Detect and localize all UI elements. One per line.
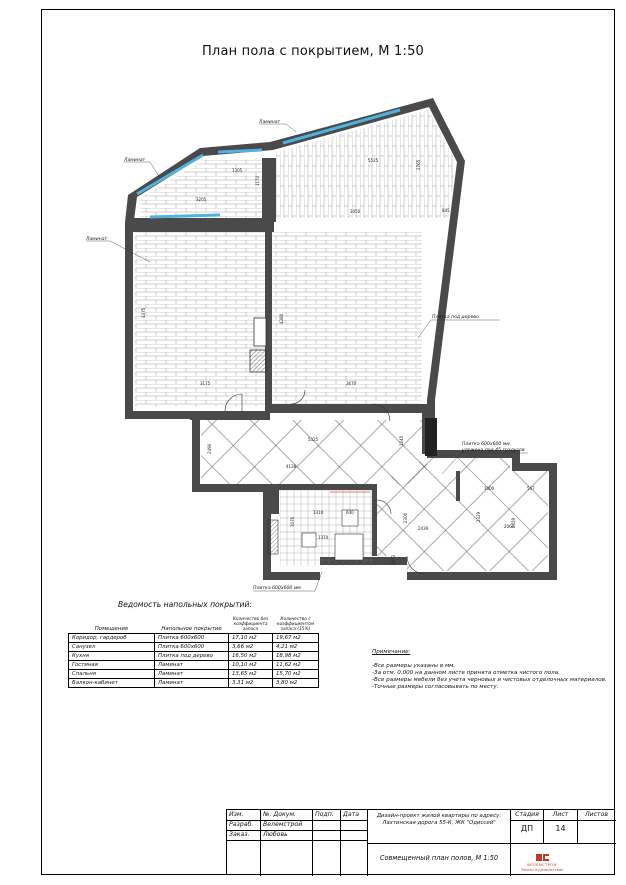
customer-label: Заказ. [229,831,250,838]
schedule-cell: Санузел [69,643,155,652]
schedule-cell: Плитка 600х600 [155,634,229,643]
dimension-label: 1305 [232,168,243,173]
label-tile-45-line1: Плитка 600х600 мм, [462,442,512,447]
schedule-cell: Плитка под дерево [155,652,229,661]
table-row [69,652,319,661]
schedule-cell: Кухня [69,652,155,661]
table-row [69,679,319,688]
dimension-label: 3205 [196,197,207,202]
laminate-zones [135,110,456,407]
dimension-label: 4380 [279,313,284,324]
dimension-label: 2659 [511,517,516,528]
notes-heading: Примечание: [372,649,411,655]
drawing-title: План пола с покрытием, М 1:50 [201,44,425,59]
label-tile-600: Плитка 600х600 мм [253,586,301,591]
label-laminate-3: Ламинат [259,120,281,125]
schedule-cell: Спальня [69,670,155,679]
schedule-cell: 13,65 м2 [229,670,273,679]
table-row [69,670,319,679]
schedule-cell: 18,98 м2 [273,652,319,661]
title-block-header-date: Дата [343,811,360,818]
dimension-label: 2329 [476,511,481,522]
dimension-label: 3050 [350,209,361,214]
schedule-cell: 4,21 м2 [273,643,319,652]
sheet-number: 14 [555,824,566,833]
dimension-label: 1310 [313,510,324,515]
dimension-label: 4138 [286,464,297,469]
sheet-title: Совмещенный план полов, М 1:50 [379,854,499,862]
schedule-cell: Гостиная [69,661,155,670]
sheet-header: Лист [552,811,569,818]
stage-header: Стадия [515,811,539,818]
dimension-label: 5325 [308,437,319,442]
sheets-header: Листов [584,811,609,818]
schedule-cell: 3,80 м2 [273,679,319,688]
schedule-cell: Плитка 600х600 [155,643,229,652]
dimension-label: 2061 [504,524,515,529]
dimension-label: 845 [442,208,450,213]
title-block-header-doc: №. Докум. [263,811,297,818]
schedule-cell: Балкон-кабинет [69,679,155,688]
schedule-cell: 19,67 м2 [273,634,319,643]
schedule-header: Количество без коэффициента запаса [229,616,273,634]
schedule-cell: Ламинат [155,661,229,670]
customer-value: Любовь [263,831,288,838]
dimension-label: 640 [346,510,354,515]
label-tile-wood: Плитка под дерево [432,315,479,320]
dimension-label: 5525 [368,158,379,163]
dimension-label: 4375 [141,307,146,318]
company-logo [512,852,572,874]
schedule-cell: 16,50 м2 [229,652,273,661]
dimension-label: 1245 [399,435,404,446]
schedule-cell: Ламинат [155,670,229,679]
dimension-label: 3175 [200,381,211,386]
schedule-cell: Коридор, гардероб [69,634,155,643]
dimension-label: 1370 [318,535,329,540]
schedule-header: Помещение [69,616,155,634]
dimension-label: 1000 [484,486,495,491]
dimension-label: 3670 [346,381,357,386]
schedule-cell: 3,66 м2 [229,643,273,652]
schedule-header: Напольное покрытие [155,616,229,634]
label-laminate-2: Ламинат [86,237,108,242]
schedule-header: Количество с коэффициентом запаса (15%) [273,616,319,634]
dimension-label: 1070 [290,516,295,527]
table-row [69,643,319,652]
schedule-header-row [69,616,319,634]
note-item: -Все размеры мебели без учета черновых и чистовых отделочных материалов. [372,677,607,683]
dimension-label: 2300 [403,512,408,523]
schedule-cell: 10,10 м2 [229,661,273,670]
note-item: -Точные размеры согласовывать по месту. [372,684,499,690]
floor-schedule-table [68,616,319,688]
project-name: Дизайн-проект жилой квартиры по адресу: Лахтинская дорога 55-К, ЖК "Одиссей" [376,813,502,826]
dimension-label: 2490 [207,443,212,454]
schedule-cell: Ламинат [155,679,229,688]
developer-value: Велемстрой [263,821,303,828]
dimension-label: 547 [527,486,535,491]
dimension-label: 2765 [416,159,421,170]
table-row [69,634,319,643]
dimension-label: 1073 [391,554,396,565]
schedule-cell: 3,31 м2 [229,679,273,688]
developer-label: Разраб. [229,821,254,828]
schedule-title: Ведомость напольных покрытий: [118,600,252,609]
label-laminate-1: Ламинат [124,158,146,163]
note-item: -За отм. 0.000 на данном листе принята отметка чистого пола. [372,670,560,676]
logo-text: ВЕЛЕМСТРОЙ [527,863,557,867]
dimension-label: 2439 [418,526,429,531]
title-block-header-sign: Подп. [315,811,334,818]
notes-block [372,649,612,691]
note-item: -Все размеры указаны в мм. [372,663,456,669]
title-block-header-izm: Изм. [229,811,244,818]
table-row [69,661,319,670]
schedule-cell: 11,62 м2 [273,661,319,670]
logo-tagline: Ремонт в удовольствие [521,868,563,872]
label-tile-45-line2: уложена под 45 градусов [462,448,525,453]
schedule-cell: 15,70 м2 [273,670,319,679]
schedule-cell: 17,10 м2 [229,634,273,643]
dimension-label: 1170 [255,175,260,186]
stage-value: ДП [520,824,534,833]
